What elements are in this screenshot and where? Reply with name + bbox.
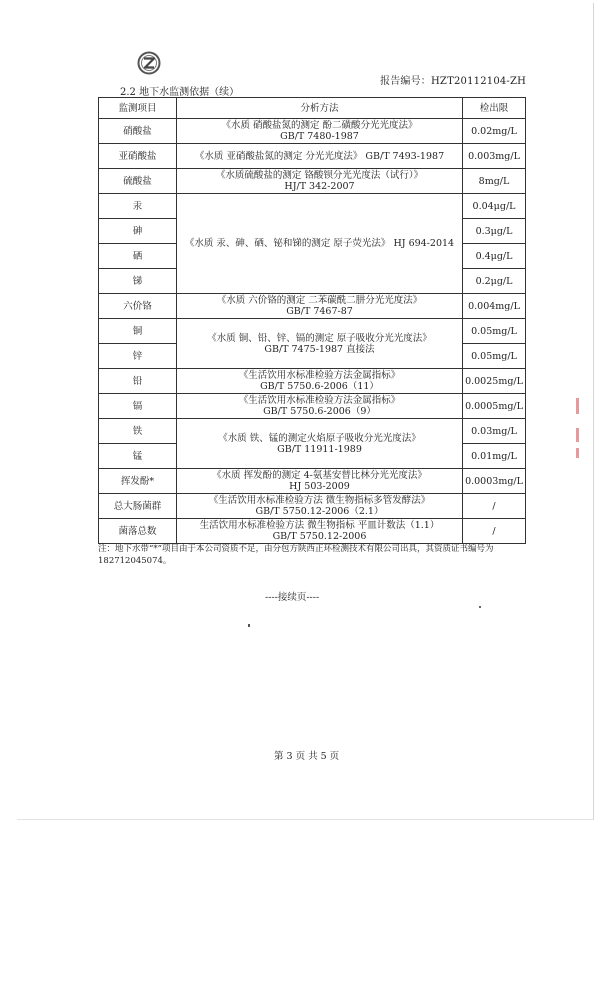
method-line: 《水质 挥发酚的测定 4-氨基安替比林分光光度法》 xyxy=(212,470,427,481)
limit-cell: 8mg/L xyxy=(463,169,526,194)
method-line: 《生活饮用水标准检验方法金属指标》 xyxy=(238,395,401,406)
table-row xyxy=(99,194,526,219)
limit-cell: 0.2μg/L xyxy=(463,269,526,294)
item-cell: 锑 xyxy=(99,269,177,294)
limit-cell: 0.01mg/L xyxy=(463,444,526,469)
table-row xyxy=(99,494,526,519)
method-line: HJ/T 342-2007 xyxy=(284,181,355,192)
method-line: GB/T 5750.12-2006（2.1） xyxy=(255,506,384,517)
limit-cell: 0.04μg/L xyxy=(463,194,526,219)
method-line: GB/T 7480-1987 xyxy=(280,131,359,142)
page-number: 第 3 页 共 5 页 xyxy=(274,751,340,762)
limit-cell: 0.03mg/L xyxy=(463,419,526,444)
table-row xyxy=(99,394,526,419)
method-line: 《水质 亚硝酸盐氮的测定 分光光度法》 GB/T 7493-1987 xyxy=(194,150,445,162)
table-row xyxy=(99,294,526,319)
limit-cell: 0.0003mg/L xyxy=(463,469,526,494)
method-line: 《水质 硝酸盐氮的测定 酚二磺酸分光光度法》 xyxy=(221,120,418,131)
item-cell: 铜 xyxy=(99,319,177,344)
method-cell xyxy=(177,119,463,144)
method-cell xyxy=(177,469,463,494)
method-line: 《生活饮用水标准检验方法 微生物指标多管发酵法》 xyxy=(208,495,431,506)
item-cell: 挥发酚* xyxy=(99,469,177,494)
method-line: HJ 503-2009 xyxy=(289,481,350,492)
method-line: 《生活饮用水标准检验方法金属指标》 xyxy=(238,370,401,381)
limit-cell: 0.0005mg/L xyxy=(463,394,526,419)
report-number-label: 报告编号： xyxy=(380,76,431,87)
seal-stamp-edge xyxy=(576,398,579,414)
method-cell xyxy=(177,294,463,319)
item-cell: 铁 xyxy=(99,419,177,444)
monitoring-basis-table xyxy=(98,97,526,544)
method-cell xyxy=(177,369,463,394)
item-cell: 六价铬 xyxy=(99,294,177,319)
item-cell: 硫酸盐 xyxy=(99,169,177,194)
item-cell: 锌 xyxy=(99,344,177,369)
limit-cell: 0.4μg/L xyxy=(463,244,526,269)
method-line: 《水质硫酸盐的测定 铬酸钡分光光度法（试行）》 xyxy=(215,170,424,181)
seal-stamp-edge xyxy=(576,428,579,442)
method-cell xyxy=(177,319,463,369)
table-row xyxy=(99,119,526,144)
method-cell xyxy=(177,419,463,469)
item-cell: 锰 xyxy=(99,444,177,469)
method-line: GB/T 7467-87 xyxy=(286,306,353,317)
table-note: 注：地下水带“*”项目由于本公司资质不足，由分包方陕西正环检测技术有限公司出具，其资质证书编号为182712045074。 xyxy=(98,544,494,566)
table-row xyxy=(99,319,526,344)
continued-marker: ----接续页---- xyxy=(265,592,320,603)
item-cell: 硒 xyxy=(99,244,177,269)
method-line: 《水质 铜、铅、锌、镉的测定 原子吸收分光光度法》 xyxy=(207,332,432,344)
method-cell xyxy=(177,494,463,519)
item-cell: 汞 xyxy=(99,194,177,219)
method-line: 生活饮用水标准检验方法 微生物指标 平皿计数法（1.1） xyxy=(199,520,440,531)
limit-cell: 0.05mg/L xyxy=(463,344,526,369)
report-number-value: HZT20112104-ZH xyxy=(431,76,527,87)
header-item: 监测项目 xyxy=(99,98,177,119)
method-cell xyxy=(177,394,463,419)
method-cell xyxy=(177,194,463,294)
limit-cell: 0.003mg/L xyxy=(463,144,526,169)
limit-cell: / xyxy=(463,494,526,519)
header-limit: 检出限 xyxy=(463,98,526,119)
limit-cell: 0.004mg/L xyxy=(463,294,526,319)
limit-cell: 0.3μg/L xyxy=(463,219,526,244)
method-line: GB/T 11911-1989 xyxy=(277,443,362,455)
item-cell: 亚硝酸盐 xyxy=(99,144,177,169)
item-cell: 砷 xyxy=(99,219,177,244)
limit-cell: 0.02mg/L xyxy=(463,119,526,144)
table-row xyxy=(99,144,526,169)
report-number xyxy=(380,72,526,87)
limit-cell: 0.0025mg/L xyxy=(463,369,526,394)
header-method: 分析方法 xyxy=(177,98,463,119)
method-line: 《水质 铁、锰的测定火焰原子吸收分光光度法》 xyxy=(218,432,421,444)
table-row xyxy=(99,419,526,444)
item-cell: 总大肠菌群 xyxy=(99,494,177,519)
method-cell xyxy=(177,519,463,544)
item-cell: 铅 xyxy=(99,369,177,394)
method-line: GB/T 5750.6-2006（11） xyxy=(260,381,379,392)
table-row xyxy=(99,519,526,544)
method-line: 《水质 汞、砷、硒、铋和锑的测定 原子荧光法》 HJ 694-2014 xyxy=(184,238,455,249)
table-row xyxy=(99,169,526,194)
item-cell: 菌落总数 xyxy=(99,519,177,544)
speck-mark xyxy=(479,606,481,608)
speck-mark xyxy=(248,624,250,627)
table-row xyxy=(99,369,526,394)
seal-stamp-edge xyxy=(576,448,579,458)
limit-cell: 0.05mg/L xyxy=(463,319,526,344)
table-row xyxy=(99,469,526,494)
company-logo-icon xyxy=(137,51,161,75)
method-cell xyxy=(177,144,463,169)
item-cell: 镉 xyxy=(99,394,177,419)
method-line: GB/T 5750.12-2006 xyxy=(272,531,367,542)
method-cell xyxy=(177,169,463,194)
method-line: GB/T 7475-1987 直接法 xyxy=(264,343,375,355)
method-line: 《水质 六价铬的测定 二苯碳酰二肼分光光度法》 xyxy=(216,295,423,306)
method-line: GB/T 5750.6-2006（9） xyxy=(263,406,376,417)
item-cell: 硝酸盐 xyxy=(99,119,177,144)
table-header-row xyxy=(99,98,526,119)
section-title: 2.2 地下水监测依据（续） xyxy=(120,87,240,98)
limit-cell: / xyxy=(463,519,526,544)
